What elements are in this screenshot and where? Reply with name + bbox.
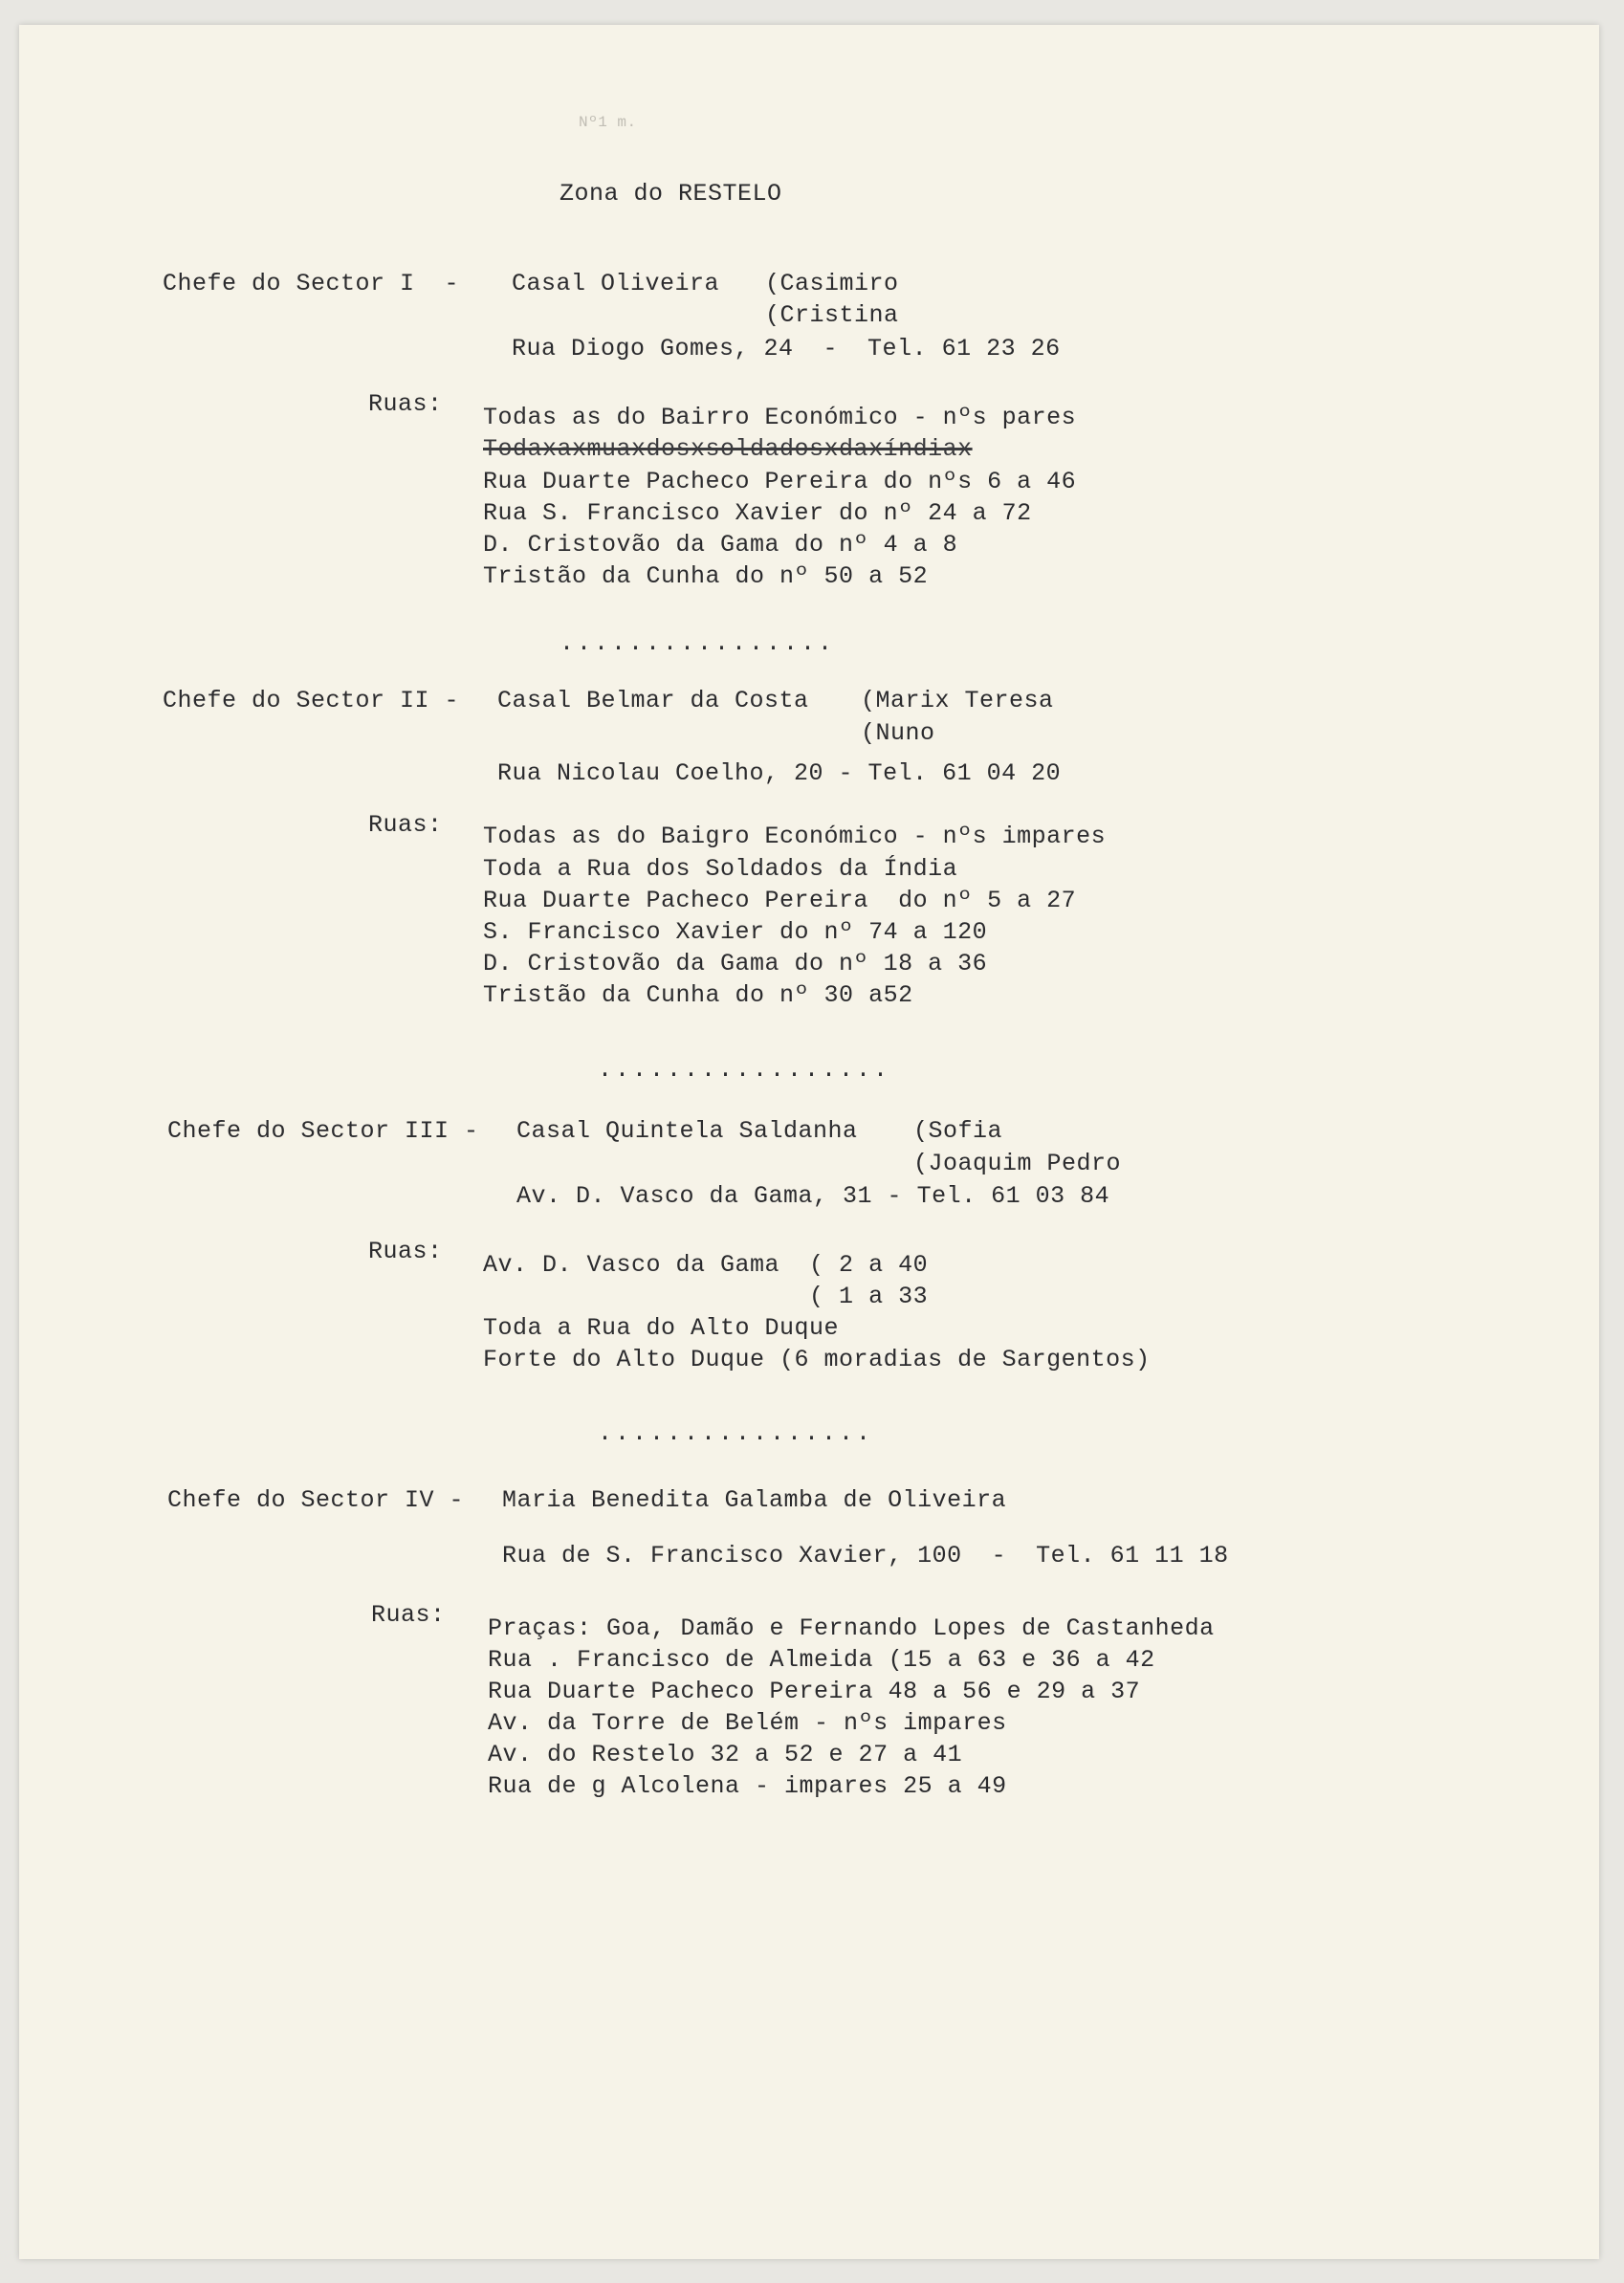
sector-1-chef-label: Chefe do Sector I -	[163, 270, 460, 297]
sector-2-member: (Nuno	[861, 719, 935, 747]
sector-4-street: Rua . Francisco de Almeida (15 a 63 e 36 a 42	[488, 1646, 1155, 1674]
sector-3-street: Forte do Alto Duque (6 moradias de Sargentos)	[483, 1346, 1151, 1373]
sector-4-street: Rua de g Alcolena - impares 25 a 49	[488, 1772, 1007, 1800]
sector-1-street: Rua S. Francisco Xavier do nº 24 a 72	[483, 499, 1032, 527]
sector-4-street: Av. do Restelo 32 a 52 e 27 a 41	[488, 1741, 963, 1768]
sector-2-street: D. Cristovão da Gama do nº 18 a 36	[483, 950, 988, 977]
sector-2-member: (Marix Teresa	[861, 687, 1054, 714]
sector-3-chef-name: Casal Quintela Saldanha	[516, 1117, 858, 1145]
section-separator: ................	[560, 629, 836, 657]
sector-1-ruas-label: Ruas:	[368, 390, 443, 418]
sector-1-member: (Cristina	[765, 301, 899, 329]
sector-1-street: Tristão da Cunha do nº 50 a 52	[483, 562, 929, 590]
sector-1-street-struck: Todaxaxmuaxdosxsoldadosxdaxíndiax	[483, 435, 973, 463]
sector-4-chef-name: Maria Benedita Galamba de Oliveira	[502, 1486, 1007, 1514]
page-title: Zona do RESTELO	[560, 180, 782, 208]
sector-1-chef-name: Casal Oliveira	[512, 270, 720, 297]
sector-2-street: Toda a Rua dos Soldados da Índia	[483, 855, 958, 883]
sector-1-street: Todas as do Bairro Económico - nºs pares	[483, 404, 1077, 431]
sector-1-address: Rua Diogo Gomes, 24 - Tel. 61 23 26	[512, 335, 1061, 362]
typed-page	[19, 25, 1599, 2259]
sector-3-street: ( 1 a 33	[483, 1283, 929, 1310]
sector-3-ruas-label: Ruas:	[368, 1238, 443, 1265]
sector-2-street: Rua Duarte Pacheco Pereira do nº 5 a 27	[483, 887, 1077, 914]
sector-1-member: (Casimiro	[765, 270, 899, 297]
faint-mark: Nº1 m.	[579, 114, 637, 131]
sector-3-chef-label: Chefe do Sector III -	[167, 1117, 479, 1145]
section-separator: ................	[598, 1419, 874, 1447]
sector-1-street: Rua Duarte Pacheco Pereira do nºs 6 a 46	[483, 468, 1077, 495]
sector-3-member: (Sofia	[913, 1117, 1003, 1145]
sector-2-address: Rua Nicolau Coelho, 20 - Tel. 61 04 20	[497, 759, 1062, 787]
sector-2-chef-label: Chefe do Sector II -	[163, 687, 460, 714]
sector-2-street: Todas as do Baigro Económico - nºs impares	[483, 823, 1107, 850]
sector-1-street: D. Cristovão da Gama do nº 4 a 8	[483, 531, 958, 559]
sector-2-street: S. Francisco Xavier do nº 74 a 120	[483, 918, 988, 946]
sector-2-street: Tristão da Cunha do nº 30 a52	[483, 981, 913, 1009]
sector-4-ruas-label: Ruas:	[371, 1601, 446, 1629]
section-separator: .................	[598, 1056, 891, 1084]
sector-2-chef-name: Casal Belmar da Costa	[497, 687, 809, 714]
sector-4-street: Rua Duarte Pacheco Pereira 48 a 56 e 29 a 37	[488, 1678, 1141, 1705]
sector-4-street: Praças: Goa, Damão e Fernando Lopes de Castanheda	[488, 1614, 1215, 1642]
sector-4-chef-label: Chefe do Sector IV -	[167, 1486, 465, 1514]
sector-3-member: (Joaquim Pedro	[913, 1150, 1122, 1177]
sector-3-street: Toda a Rua do Alto Duque	[483, 1314, 840, 1342]
sector-2-ruas-label: Ruas:	[368, 811, 443, 839]
sector-4-street: Av. da Torre de Belém - nºs impares	[488, 1709, 1007, 1737]
sector-3-street: Av. D. Vasco da Gama ( 2 a 40	[483, 1251, 929, 1279]
sector-3-address: Av. D. Vasco da Gama, 31 - Tel. 61 03 84	[516, 1182, 1110, 1210]
sector-4-address: Rua de S. Francisco Xavier, 100 - Tel. 61 11 18	[502, 1542, 1229, 1570]
